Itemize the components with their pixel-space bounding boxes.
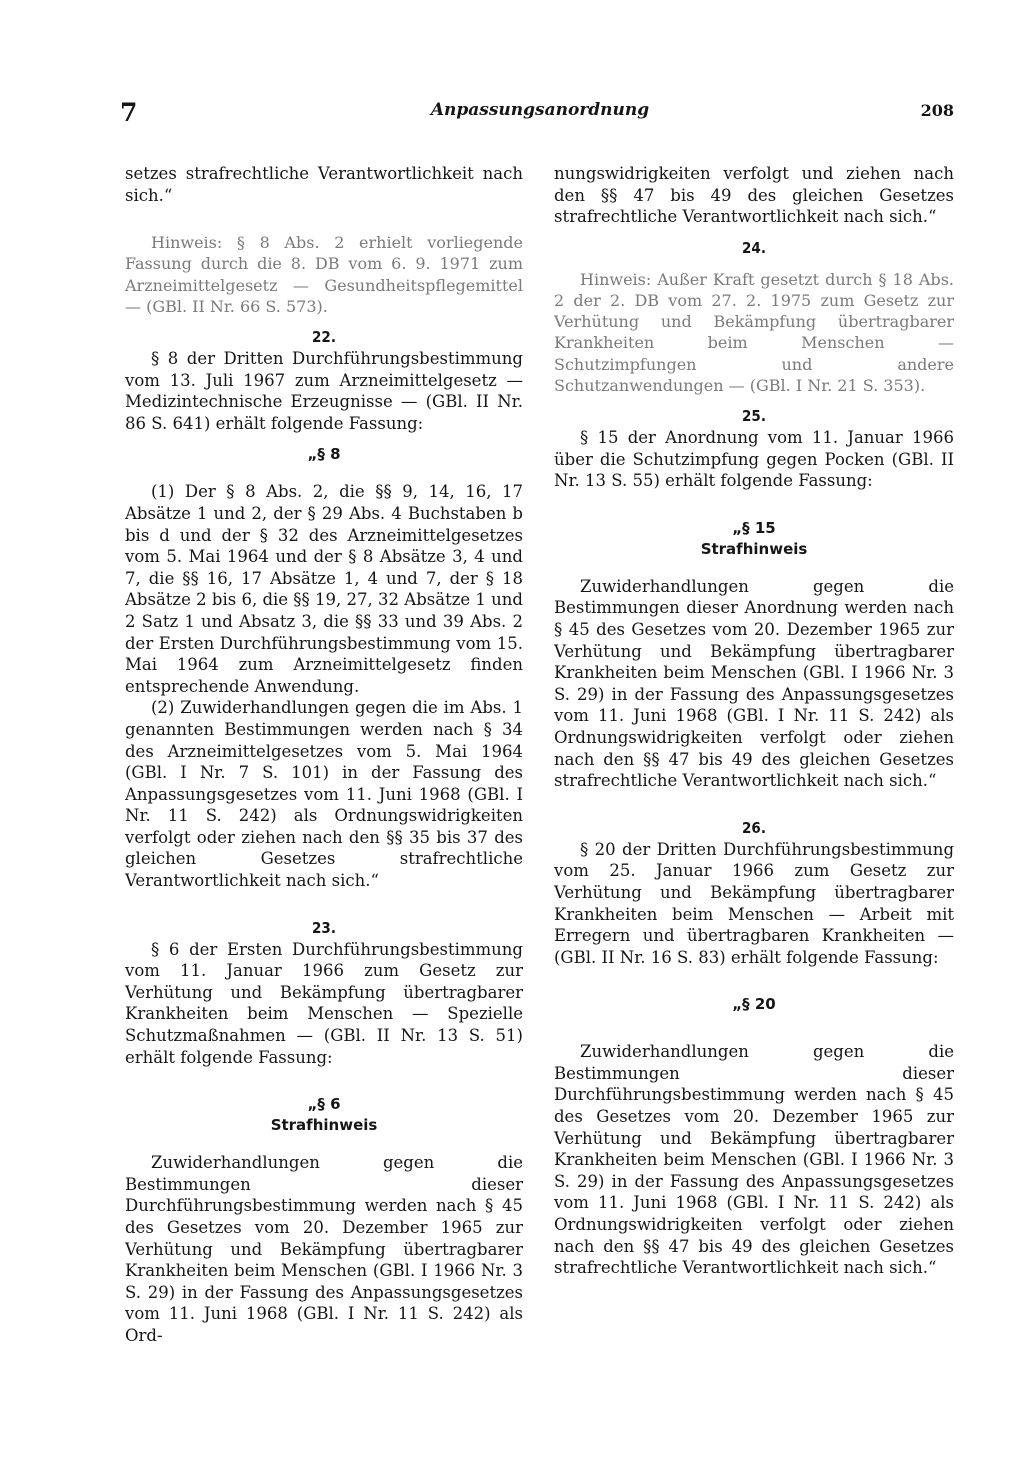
note-paragraph: Hinweis: § 8 Abs. 2 erhielt vorliegende Fassung durch die 8. DB vom 6. 9. 1971 zum Arzneimittelgesetz — Gesundheitspflegemittel — (GBl. II Nr. 66 S. 573). — [125, 233, 523, 316]
section-number-23: 23. — [312, 918, 336, 937]
page-header — [120, 98, 960, 130]
paragraph-20-text: Zuwiderhandlungen gegen die Bestimmungen dieser Durchführungsbestimmung werden nach § 45 des Gesetzes vom 20. Dezember 1965 zur Verhütung und Bekämpfung übertragbarer Krankheiten beim Menschen (GBl. I 1966 Nr. 3 S. 29) in der Fassung des Anpassungsgesetzes vom 11. Juni 1968 (GBl. I Nr. 11 S. 242) als Ordnungswidrigkeiten verfolgt oder ziehen nach den §§ 47 bis 49 des gleichen Gesetzes strafrechtliche Verantwortlichkeit nach sich.“ — [554, 1042, 954, 1278]
right-column — [554, 163, 954, 1279]
section-number-24: 24. — [742, 238, 766, 257]
paragraph-8-heading: „§ 8 — [307, 445, 341, 464]
section-22-text: § 8 der Dritten Durchführungsbestimmung vom 13. Juli 1967 zum Arzneimittelgesetz — Medizintechnische Erzeugnisse — (GBl. II Nr. 86 S. 641) erhält folgende Fassung: — [125, 349, 523, 433]
section-number-26: 26. — [742, 818, 766, 837]
note-paragraph: Hinweis: Außer Kraft gesetzt durch § 18 Abs. 2 der 2. DB vom 27. 2. 1975 zum Gesetz zur Verhütung und Bekämpfung übertragbarer Krankheiten beim Menschen — Schutzimpfungen und andere Schutzanwendungen — (GBl. I Nr. 21 S. 353). — [554, 269, 954, 395]
paragraph-6-heading: „§ 6 — [307, 1095, 341, 1114]
section-25-text: § 15 der Anordnung vom 11. Januar 1966 über die Schutzimpfung gegen Pocken (GBl. II Nr. 13 S. 55) erhält folgende Fassung: — [554, 428, 954, 491]
paragraph-continuation: nungswidrigkeiten verfolgt und ziehen nach den §§ 47 bis 49 des gleichen Gesetzes strafrechtliche Verantwortlichkeit nach sich.“ — [554, 164, 954, 227]
section-number-22: 22. — [312, 328, 336, 346]
paragraph-20-heading: „§ 20 — [732, 995, 776, 1014]
paragraph-15-heading: „§ 15 — [732, 518, 776, 537]
paragraph-15-title: Strafhinweis — [700, 539, 808, 558]
chapter-number: 7 — [120, 98, 138, 127]
left-column — [125, 163, 523, 1347]
running-title: Anpassungsanordnung — [430, 100, 650, 120]
paragraph-6-title: Strafhinweis — [270, 1116, 378, 1135]
paragraph-8-subsection-1: (1) Der § 8 Abs. 2, die §§ 9, 14, 16, 17 Absätze 1 und 2, der § 29 Abs. 4 Buchstaben b bis d und der § 32 des Arzneimittelgesetzes vom 5. Mai 1964 und der § 8 Absätze 3, 4 und 7, die §§ 16, 17 Absätze 1, 4 und 7, der § 18 Absätze 2 bis 6, die §§ 19, 27, 32 Absätze 1 und 2 Satz 1 und Absatz 3, die §§ 33 und 39 Abs. 2 der Ersten Durchführungsbestimmung vom 15. Mai 1964 zum Arzneimittelgesetz finden entsprechende Anwendung. — [125, 482, 523, 696]
section-number-25: 25. — [742, 407, 766, 425]
paragraph-15-text: Zuwiderhandlungen gegen die Bestimmungen dieser Anordnung werden nach § 45 des Gesetzes vom 20. Dezember 1965 zur Verhütung und Bekämpfung übertragbarer Krankheiten beim Menschen (GBl. I 1966 Nr. 3 S. 29) in der Fassung des Anpassungsgesetzes vom 11. Juni 1968 (GBl. I Nr. 11 S. 242) als Ordnungswidrigkeiten verfolgt oder ziehen nach den §§ 47 bis 49 des gleichen Gesetzes strafrechtliche Verantwortlichkeit nach sich.“ — [554, 576, 954, 791]
paragraph-6-text: Zuwiderhandlungen gegen die Bestimmungen dieser Durchführungsbestimmung werden nach § 45 des Gesetzes vom 20. Dezember 1965 zur Verhütung und Bekämpfung übertragbarer Krankheiten beim Menschen (GBl. I 1966 Nr. 3 S. 29) in der Fassung des Anpassungsgesetzes vom 11. Juni 1968 (GBl. I Nr. 11 S. 242) als Ord- — [125, 1153, 523, 1345]
paragraph-8-subsection-2: (2) Zuwiderhandlungen gegen die im Abs. 1 genannten Bestimmungen werden nach § 34 des Arzneimittelgesetzes vom 5. Mai 1964 (GBl. I Nr. 7 S. 101) in der Fassung des Anpassungsgesetzes vom 11. Juni 1968 (GBl. I Nr. 11 S. 242) als Ordnungswidrigkeiten verfolgt oder ziehen nach den §§ 35 bis 37 des gleichen Gesetzes strafrechtliche Verantwortlichkeit nach sich.“ — [125, 698, 523, 891]
section-26-text: § 20 der Dritten Durchführungsbestimmung vom 25. Januar 1966 zum Gesetz zur Verhütung und Bekämpfung übertragbarer Krankheiten beim Menschen — Arbeit mit Erregern und übertragbaren Krankheiten — (GBl. II Nr. 16 S. 83) erhält folgende Fassung: — [554, 839, 954, 967]
paragraph-continuation: setzes strafrechtliche Verantwortlichkeit nach sich.“ — [125, 164, 523, 205]
page-number: 208 — [920, 101, 954, 120]
section-23-text: § 6 der Ersten Durchführungsbestimmung vom 11. Januar 1966 zum Gesetz zur Verhütung und Bekämpfung übertragbarer Krankheiten beim Menschen — Spezielle Schutzmaßnahmen — (GBl. II Nr. 13 S. 51) erhält folgende Fassung: — [125, 939, 523, 1067]
